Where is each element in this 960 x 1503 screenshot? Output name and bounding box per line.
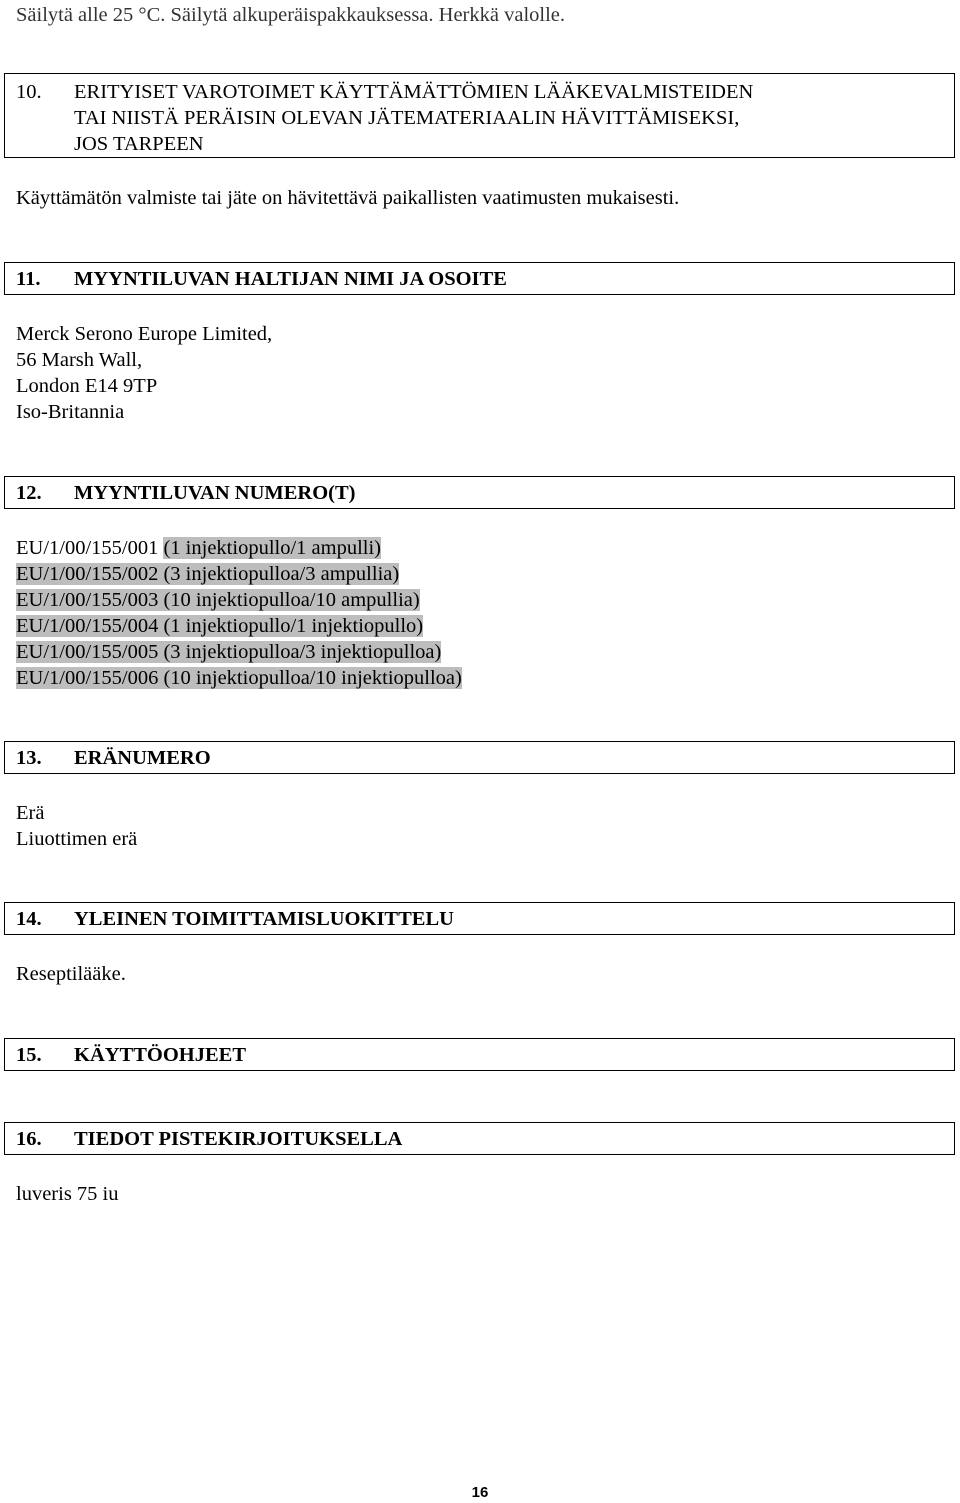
section-15-header — [4, 1038, 955, 1071]
section-15-title: KÄYTTÖOHJEET — [74, 1044, 247, 1066]
authorisation-description: (1 injektiopullo/1 ampulli) — [163, 537, 381, 559]
authorisation-description: (10 injektiopulloa/10 ampullia) — [163, 589, 420, 611]
authorisation-description: (3 injektiopulloa/3 ampullia) — [163, 563, 400, 585]
section-11-title: MYYNTILUVAN HALTIJAN NIMI JA OSOITE — [74, 268, 507, 290]
authorisation-code: EU/1/00/155/001 — [16, 537, 159, 559]
authorisation-description: (1 injektiopullo/1 injektiopullo) — [163, 615, 424, 637]
section-12-title: MYYNTILUVAN NUMERO(T) — [74, 482, 356, 504]
authorisation-description: (3 injektiopulloa/3 injektiopulloa) — [163, 641, 442, 663]
section-16-title: TIEDOT PISTEKIRJOITUKSELLA — [74, 1128, 403, 1150]
authorisation-entry — [16, 587, 462, 613]
page-number: 16 — [471, 1484, 489, 1501]
section-13-title: ERÄNUMERO — [74, 747, 211, 769]
holder-address-line: Iso-Britannia — [16, 401, 125, 423]
classification-text: Reseptilääke. — [16, 963, 126, 985]
section-12-number: 12. — [16, 482, 42, 504]
section-13-header — [4, 741, 955, 774]
section-12-header — [4, 476, 955, 509]
batch-line: Erä — [16, 802, 45, 824]
section-16-header — [4, 1122, 955, 1155]
holder-address-line: London E14 9TP — [16, 375, 158, 397]
authorisation-code: EU/1/00/155/004 — [16, 615, 159, 637]
holder-address-line: 56 Marsh Wall, — [16, 349, 143, 371]
authorisation-code: EU/1/00/155/002 — [16, 563, 159, 585]
authorisation-entry — [16, 639, 462, 665]
section-14-number: 14. — [16, 908, 42, 930]
authorisation-entry — [16, 665, 462, 691]
section-13-number: 13. — [16, 747, 42, 769]
section-14-header — [4, 902, 955, 935]
storage-note: Säilytä alle 25 °C. Säilytä alkuperäispakkauksessa. Herkkä valolle. — [16, 4, 566, 26]
braille-text: luveris 75 iu — [16, 1183, 119, 1205]
section-14-title: YLEINEN TOIMITTAMISLUOKITTELU — [74, 908, 454, 930]
section-10-body: Käyttämätön valmiste tai jäte on hävitettävä paikallisten vaatimusten mukaisesti. — [16, 187, 680, 209]
authorisation-entry — [16, 535, 462, 561]
section-10-header — [4, 73, 955, 158]
authorisation-entry — [16, 561, 462, 587]
section-11-number: 11. — [16, 268, 41, 290]
authorisation-number-list — [16, 535, 462, 691]
section-10-number: 10. — [16, 81, 42, 103]
section-11-header — [4, 262, 955, 295]
authorisation-code: EU/1/00/155/005 — [16, 641, 159, 663]
section-15-number: 15. — [16, 1044, 42, 1066]
holder-address — [16, 321, 272, 425]
authorisation-code: EU/1/00/155/006 — [16, 667, 159, 689]
batch-line: Liuottimen erä — [16, 828, 138, 850]
authorisation-description: (10 injektiopulloa/10 injektiopulloa) — [163, 667, 462, 689]
holder-address-line: Merck Serono Europe Limited, — [16, 323, 273, 345]
authorisation-code: EU/1/00/155/003 — [16, 589, 159, 611]
batch-numbers — [16, 800, 137, 852]
section-10-title: ERITYISET VAROTOIMET KÄYTTÄMÄTTÖMIEN LÄÄKEVALMISTEIDEN TAI NIISTÄ PERÄISIN OLEVAN JÄTEMATERIAALIN HÄVITTÄMISEKSI, JOS TARPEEN — [74, 81, 754, 155]
section-16-number: 16. — [16, 1128, 42, 1150]
authorisation-entry — [16, 613, 462, 639]
